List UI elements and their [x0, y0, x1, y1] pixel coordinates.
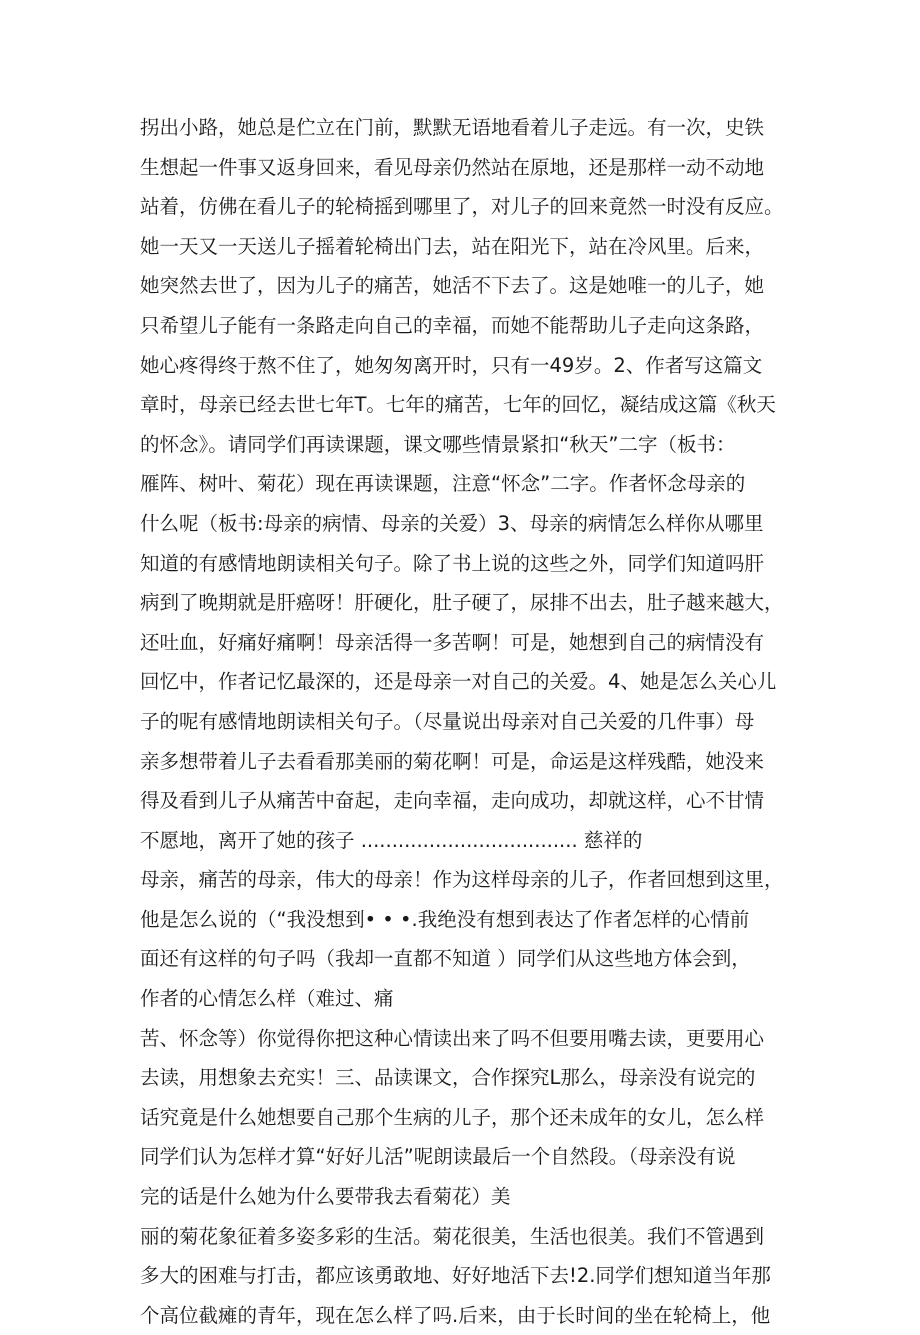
text-line: 子的呢有感情地朗读相关句子。（尽量说出母亲对自己关爱的几件事）母	[140, 709, 755, 733]
text-line: 母亲，痛苦的母亲，伟大的母亲！作为这样母亲的儿子，作者回想到这里，	[140, 868, 784, 892]
text-line: 她一天又一天送儿子摇着轮椅出门去，站在阳光下，站在冷风里。后来，	[140, 234, 765, 258]
text-line: 作者的心情怎么样（难过、痛	[140, 987, 394, 1011]
text-line: 去读，用想象去充实！三、品读课文，合作探究L那么，母亲没有说完的	[140, 1066, 756, 1090]
text-line: 章时，母亲已经去世七年T。七年的痛苦，七年的回忆，凝结成这篇《秋天	[140, 393, 776, 417]
text-line: 她心疼得终于熬不住了，她匆匆离开时，只有一49岁。2、作者写这篇文	[140, 353, 763, 377]
text-line: 不愿地，离开了她的孩子 ................................... 慈祥的	[140, 828, 643, 852]
text-line: 站着，仿佛在看儿子的轮椅摇到哪里了，对儿子的回来竟然一时没有反应。	[140, 195, 784, 219]
text-line: 拐出小路，她总是伫立在门前，默默无语地看着儿子走远。有一次，史铁	[140, 116, 765, 139]
text-line: 生想起一件事又返身回来，看见母亲仍然站在原地，还是那样一动不动地	[140, 155, 765, 179]
text-line: 知道的有感情地朗读相关句子。除了书上说的这些之外，同学们知道吗肝	[140, 551, 765, 575]
text-line: 病到了晚期就是肝癌呀！肝硬化，肚子硬了，尿排不出去，肚子越来越大，	[140, 591, 784, 615]
text-line: 亲多想带着儿子去看看那美丽的菊花啊！可是，命运是这样残酷，她没来	[140, 749, 765, 773]
text-line: 得及看到儿子从痛苦中奋起，走向幸福，走向成功，却就这样，心不甘情	[140, 789, 765, 813]
text-line: 完的话是什么她为什么要带我去看菊花）美	[140, 1185, 511, 1209]
text-line: 回忆中，作者记忆最深的，还是母亲一对自己的关爱。4、她是怎么关心儿	[140, 670, 777, 694]
text-line: 同学们认为怎样才算“好好儿活”呢朗读最后一个自然段。（母亲没有说	[140, 1145, 736, 1169]
text-line: 面还有这样的句子吗（我却一直都不知道 ）同学们从这些地方体会到，	[140, 947, 751, 971]
text-line: 还吐血，好痛好痛啊！母亲活得一多苦啊！可是，她想到自己的病情没有	[140, 630, 765, 654]
text-line: 雁阵、树叶、菊花）现在再读课题，注意“怀念”二字。作者怀念母亲的	[140, 472, 746, 496]
text-line: 个高位截瘫的青年，现在怎么样了吗.后来，由于长时间的坐在轮椅上，他	[140, 1303, 771, 1327]
text-line: 他是怎么说的（“我没想到• • •.我绝没有想到表达了作者怎样的心情前	[140, 907, 750, 931]
text-line: 苦、怀念等）你觉得你把这种心情读出来了吗不但要用嘴去读，更要用心	[140, 1026, 765, 1050]
body-text	[140, 108, 800, 1335]
text-line: 什么呢（板书:母亲的病情、母亲的关爱）3、母亲的病情怎么样你从哪里	[140, 511, 764, 535]
text-line: 丽的菊花象征着多姿多彩的生活。菊花很美，生活也很美。我们不管遇到	[140, 1224, 765, 1248]
text-line: 她突然去世了，因为儿子的痛苦，她活不下去了。这是她唯一的儿子，她	[140, 274, 765, 298]
text-line: 只希望儿子能有一条路走向自己的幸福，而她不能帮助儿子走向这条路，	[140, 313, 765, 337]
text-line: 多大的困难与打击，都应该勇敢地、好好地活下去!2.同学们想知道当年那	[140, 1264, 771, 1288]
text-line: 话究竟是什么她想要自己那个生病的儿子，那个还未成年的女儿，怎么样	[140, 1105, 765, 1129]
text-line: 的怀念》。请同学们再读课题，课文哪些情景紧扣“秋天”二字（板书：	[140, 432, 736, 456]
